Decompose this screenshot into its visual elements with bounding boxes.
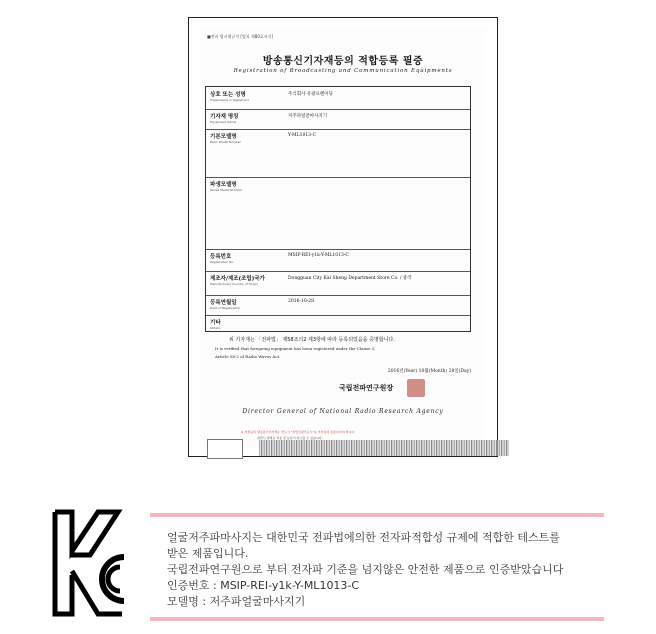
label: 등록번호: [210, 254, 232, 260]
label-en: Date of Registration: [210, 306, 241, 310]
certificate-title-en: Registration of Broadcasting and Communication Equipments: [233, 68, 453, 74]
model-name: 모델명 : 저주파얼굴마사지기: [167, 595, 306, 608]
statement-en-1: It is verified that foregoing equipment has been registered under the Clause 3,: [215, 346, 376, 351]
certificate-image: [188, 17, 498, 457]
row-series-model: [206, 177, 470, 250]
label: 파생모델명: [210, 182, 237, 188]
certification-number: 인증번호 : MSIP-REI-y1k-Y-ML1013-C: [167, 579, 360, 592]
label: 기본모델명: [210, 134, 237, 140]
registration-table: [205, 86, 471, 332]
kc-mark-icon: [52, 509, 128, 617]
kc-info-text: [167, 530, 563, 610]
value: MSIP-REI-y1k-Y-ML1013-C: [288, 253, 349, 258]
certificate-paper: [201, 28, 485, 448]
info-line: 받은 제품입니다.: [167, 547, 249, 560]
label-en: Equipment Name: [210, 120, 237, 124]
value: 2016-10-28: [288, 299, 314, 304]
row-trade-name: [206, 87, 470, 110]
label: 등록연월일: [210, 300, 237, 306]
row-others: [206, 315, 470, 331]
label-en: Basic Model Number: [210, 140, 241, 144]
row-registration-no: [206, 249, 470, 272]
barcode-strip: [259, 440, 509, 456]
divider-bottom: [150, 617, 604, 621]
label: 상호 또는 성명: [210, 92, 246, 98]
issuer-name: 국립전파연구원장: [339, 384, 394, 392]
label: 기타: [210, 320, 221, 326]
row-registration-date: [206, 295, 470, 316]
certificate-stamp-box: [207, 439, 243, 459]
value: 저주파얼굴마사지기: [288, 114, 328, 119]
statement-ko: 위 기자재는 「전파법」 제58조의2 제3항에 따라 등록되었음을 증명합니다.: [229, 337, 395, 343]
value: Y-ML1013-C: [288, 133, 317, 138]
certificate-title: 방송통신기자재등의 적합등록 필증: [262, 56, 424, 67]
label-en: Series Model Number: [210, 188, 243, 192]
value: Dongguan City Kai Sheng Department Store Co. / 중국: [288, 276, 412, 281]
official-seal-icon: [407, 379, 425, 397]
value: 주식회사 유광프렌이딩: [288, 92, 333, 97]
label-en: Others: [210, 326, 221, 330]
certificate-notice-2: 위반시 과태료 처분 및 등록이 취소될 수 있습니다.: [257, 436, 323, 440]
row-equipment-name: [206, 109, 470, 130]
issuer-name-en: Director General of National Radio Research Agency: [242, 408, 444, 415]
info-line: 얼굴저주파마사지는 대한민국 전파법에의한 전자파적합성 규제에 적합한 테스트를: [167, 531, 560, 544]
form-number: ■전파 법시행규칙 [별지 제80호서식]: [207, 34, 274, 39]
divider-top: [150, 513, 604, 517]
label-en: Registration No.: [210, 260, 235, 264]
info-line: 국립전파연구원으로 부터 전자파 기준을 넘지않은 안전한 제품으로 인증받았습니다: [167, 563, 564, 576]
certificate-notice: ※ 적합등록 방송통신기자재는 반드시 "적합성평가표시"를 부착하여 유통하여야 합니다.: [241, 430, 356, 434]
label: 제조자/제조(조립)국가: [210, 276, 265, 282]
row-manufacturer: [206, 271, 470, 296]
row-basic-model: [206, 129, 470, 178]
label: 기자재 명칭: [210, 114, 239, 120]
statement-en-2: Article 58-2 of Radio Waves Act.: [215, 354, 281, 359]
label-en: Manufacturer/ Country of Origin: [210, 282, 258, 286]
label-en: Trade Name or Registrant: [210, 98, 249, 102]
certificate-date: 2016년(Year) 10월(Month) 28일(Day): [387, 369, 471, 374]
